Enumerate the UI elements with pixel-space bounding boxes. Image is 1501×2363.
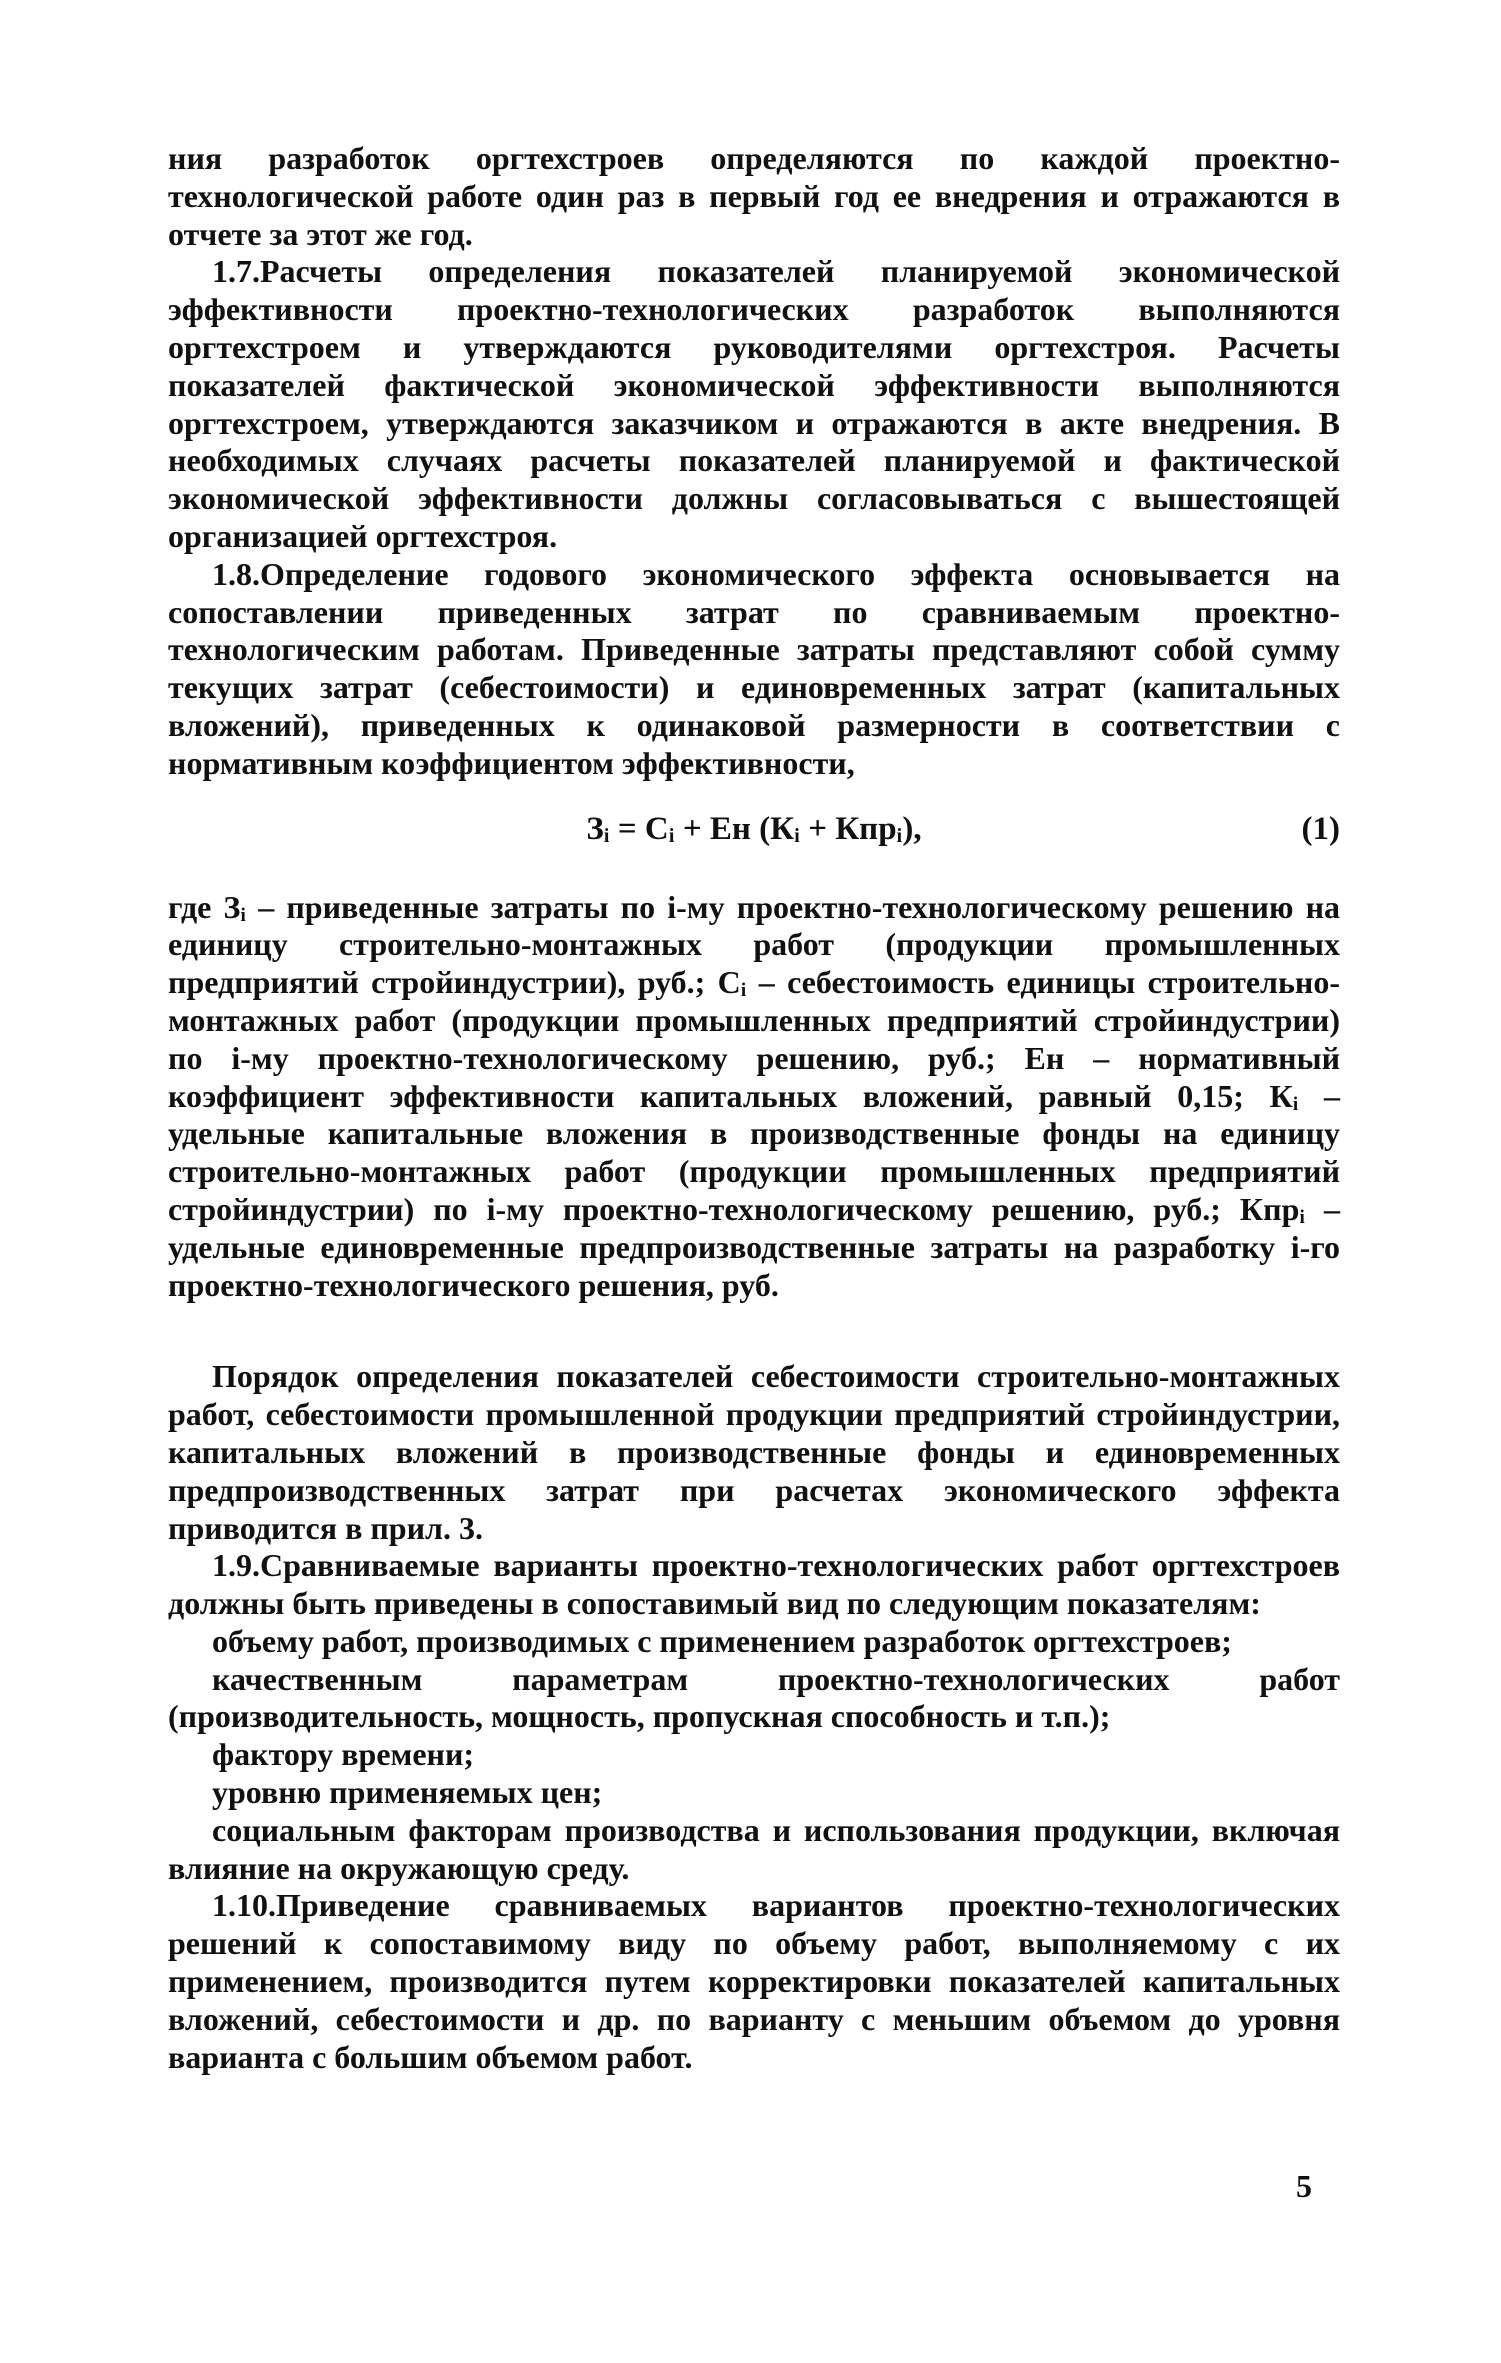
paragraph-text: Расчеты определения показателей планируемой экономической эффективности проектно-технологических разработок выполняются оргтехстроем и утверждаются руководителями оргтехстроя. Расчеты показателей фактической экономической эффективности выполняются оргтехстроем, утверждаются заказчиком и отражаются в акте внедрения. В необходимых случаях расчеты показателей планируемой и фактической экономической эффективности должны согласовываться с вышестоящей организацией оргтехстроя. [168, 253, 1340, 554]
clause-number: 1.8. [212, 555, 260, 592]
list-item: уровню применяемых цен; [212, 1774, 603, 1811]
formula-expression: Зᵢ = Сᵢ + Ен (Кᵢ + Кпрᵢ), [586, 810, 922, 847]
paragraph-1-7 [168, 253, 1340, 555]
clause-number: 1.10. [212, 1887, 276, 1924]
list-item: качественным параметрам проектно-технологических работ (производительность, мощность, пропускная способность и т.п.); [168, 1660, 1340, 1735]
paragraph-text: Сравниваемые варианты проектно-технологических работ оргтехстроев должны быть приведены в сопоставимый вид по следующим показателям: [168, 1547, 1340, 1622]
clause-number: 1.7. [212, 253, 260, 290]
paragraph-text: Определение годового экономического эффекта основывается на сопоставлении приведенных затрат по сравниваемым проектно-технологическим работам. Приведенные затраты представляют собой сумму текущих затрат (себестоимости) и единовременных затрат (капитальных вложений), приведенных к одинаковой размерности в соответствии с нормативным коэффициентом эффективности, [168, 555, 1340, 781]
formula-1 [168, 803, 1340, 863]
paragraph-procedure: Порядок определения показателей себестоимости строительно-монтажных работ, себестоимости промышленной продукции предприятий стройиндустрии, капитальных вложений в производственные фонды и единовременных предпроизводственных затрат при расчетах экономического эффекта приводится в прил. 3. [168, 1358, 1340, 1546]
list-item: социальным факторам производства и использования продукции, включая влияние на окружающую среду. [168, 1811, 1340, 1886]
page-number: 5 [1296, 2168, 1312, 2204]
list-item: фактору времени; [212, 1736, 475, 1773]
paragraph-1-9 [168, 1547, 1340, 1623]
clause-number: 1.9. [212, 1547, 260, 1584]
list-item: объему работ, производимых с применением разработок оргтехстроев; [212, 1622, 1232, 1659]
paragraph-1-8 [168, 556, 1340, 783]
paragraph-1-10 [168, 1887, 1340, 2076]
spacer [168, 1304, 1340, 1358]
paragraph-continued: ния разработок оргтехстроев определяются по каждой проектно-технологической работе один раз в первый год ее внедрения и отражаются в отчете за этот же год. [168, 140, 1340, 252]
document-body [168, 140, 1340, 2076]
paragraph-text: Приведение сравниваемых вариантов проектно-технологических решений к сопоставимому виду по объему работ, выполняемому с их применением, производится путем корректировки показателей капитальных вложений, себестоимости и др. по варианту с меньшим объемом до уровня варианта с большим объемом работ. [168, 1887, 1340, 2075]
formula-legend: где Зᵢ – приведенные затраты по i-му проектно-технологическому решению на единицу строительно-монтажных работ (продукции промышленных предприятий стройиндустрии), руб.; Сᵢ – себестоимость единицы строительно-монтажных работ (продукции промышленных предприятий стройиндустрии) по i-му проектно-технологическому решению, руб.; Ен – нормативный коэффициент эффективности капитальных вложений, равный 0,15; Кᵢ – удельные капитальные вложения в производственные фонды на единицу строительно-монтажных работ (продукции промышленных предприятий стройиндустрии) по i-му проектно-технологическому решению, руб.; Кпрᵢ – удельные единовременные предпроизводственные затраты на разработку i-го проектно-технологического решения, руб. [168, 888, 1340, 1303]
equation-number: (1) [1301, 810, 1340, 847]
